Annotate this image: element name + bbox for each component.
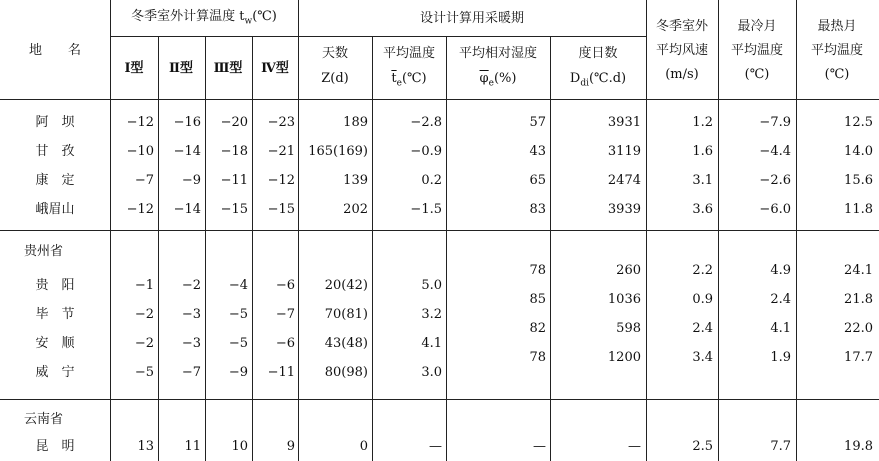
- cell-t2: −3: [181, 307, 201, 322]
- cell-coldest: −7.9: [759, 115, 791, 130]
- cell-t1: −12: [126, 115, 154, 130]
- header-type-1: Ⅰ型: [124, 61, 144, 76]
- cell-t1: −12: [126, 202, 154, 217]
- row-name: 昆 明: [35, 439, 75, 454]
- cell-coldest: 4.9: [770, 263, 791, 278]
- header-days-l2: Z(d): [321, 71, 349, 86]
- cell-rh: 85: [529, 292, 546, 307]
- cell-rh: 83: [529, 202, 546, 217]
- header-avg-temp-l1: 平均温度: [382, 46, 436, 61]
- cell-coldest: −2.6: [759, 173, 791, 188]
- cell-wind: 1.6: [692, 144, 713, 159]
- col-rule-11: [796, 0, 797, 461]
- cell-days: 165(169): [308, 144, 368, 159]
- cell-degree-days: 3931: [607, 115, 641, 130]
- cell-avg-temp: 5.0: [421, 278, 442, 293]
- cell-degree-days: 2474: [607, 173, 641, 188]
- cell-coldest: 2.4: [770, 292, 791, 307]
- col-rule-7: [446, 36, 447, 461]
- cell-avg-temp: −1.5: [410, 202, 442, 217]
- row-name: 安 顺: [35, 336, 75, 351]
- cell-t4: −15: [267, 202, 295, 217]
- cell-wind: 2.4: [692, 321, 713, 336]
- cell-avg-temp: 4.1: [421, 336, 442, 351]
- header-type-2: Ⅱ型: [169, 61, 193, 76]
- cell-days: 189: [343, 115, 368, 130]
- cell-days: 139: [343, 173, 368, 188]
- cell-hottest: 22.0: [844, 321, 873, 336]
- cell-t2: −14: [173, 202, 201, 217]
- col-rule-4: [252, 36, 253, 461]
- cell-t4: −23: [267, 115, 295, 130]
- header-avg-temp-l2: $\overline{t}_e(℃)$: [391, 71, 427, 89]
- cell-days: 0: [359, 439, 368, 454]
- cell-avg-temp: −2.8: [410, 115, 442, 130]
- cell-coldest: −4.4: [759, 144, 791, 159]
- cell-t2: −7: [181, 365, 201, 380]
- row-name: 阿 坝: [35, 115, 75, 130]
- cell-t2: −14: [173, 144, 201, 159]
- cell-t2: −9: [181, 173, 201, 188]
- cell-t1: −10: [126, 144, 154, 159]
- cell-coldest: −6.0: [759, 202, 791, 217]
- row-name: 康 定: [35, 173, 75, 188]
- header-place: 地 名: [28, 43, 82, 58]
- col-rule-3: [205, 36, 206, 461]
- cell-degree-days: 1200: [607, 350, 641, 365]
- header-type-4: Ⅳ型: [261, 61, 289, 76]
- cell-coldest: 7.7: [770, 439, 791, 454]
- cell-hottest: 21.8: [844, 292, 873, 307]
- header-degree-days-l1: 度日数: [578, 46, 618, 61]
- cell-days: 43(48): [324, 336, 368, 351]
- cell-hottest: 11.8: [844, 202, 873, 217]
- cell-t1: −1: [134, 278, 154, 293]
- col-rule-1: [110, 0, 111, 461]
- cell-avg-temp: 3.0: [421, 365, 442, 380]
- header-degree-days-l2: $D_{di}(℃.d)$: [569, 71, 627, 89]
- rule-group2-bottom: [0, 399, 879, 400]
- cell-t1: −2: [134, 307, 154, 322]
- cell-t1: −2: [134, 336, 154, 351]
- cell-rh: 57: [529, 115, 546, 130]
- cell-t4: 9: [286, 439, 295, 454]
- cell-t2: −16: [173, 115, 201, 130]
- cell-degree-days: —: [628, 439, 641, 454]
- cell-t2: −3: [181, 336, 201, 351]
- cell-t3: −4: [228, 278, 248, 293]
- cell-wind: 0.9: [692, 292, 713, 307]
- rule-header-bottom: [0, 99, 879, 100]
- header-coldest-l3: (℃): [744, 67, 770, 82]
- cell-t1: −5: [134, 365, 154, 380]
- row-name: 峨眉山: [35, 202, 75, 217]
- header-days-l1: 天数: [321, 46, 349, 61]
- cell-t3: −20: [220, 115, 248, 130]
- cell-t3: −9: [228, 365, 248, 380]
- cell-degree-days: 3939: [607, 202, 641, 217]
- cell-hottest: 17.7: [844, 350, 873, 365]
- cell-t3: −11: [220, 173, 248, 188]
- col-rule-9: [646, 0, 647, 461]
- row-name: 毕 节: [35, 307, 75, 322]
- cell-days: 70(81): [324, 307, 368, 322]
- cell-rh: 43: [529, 144, 546, 159]
- cell-hottest: 24.1: [844, 263, 873, 278]
- cell-hottest: 15.6: [844, 173, 873, 188]
- cell-rh: 65: [529, 173, 546, 188]
- cell-wind: 3.6: [692, 202, 713, 217]
- cell-t2: −2: [181, 278, 201, 293]
- cell-t4: −6: [275, 336, 295, 351]
- cell-hottest: 14.0: [844, 144, 873, 159]
- cell-days: 80(98): [324, 365, 368, 380]
- cell-degree-days: 3119: [607, 144, 641, 159]
- header-hottest-l3: (℃): [824, 67, 850, 82]
- cell-avg-temp: −0.9: [410, 144, 442, 159]
- cell-avg-temp: —: [429, 439, 442, 454]
- cell-rh: 82: [529, 321, 546, 336]
- cell-t2: 11: [184, 439, 201, 454]
- rule-header-mid-right: [298, 36, 646, 37]
- col-rule-5: [298, 0, 299, 461]
- cell-t1: 13: [137, 439, 154, 454]
- cell-degree-days: 1036: [607, 292, 641, 307]
- header-winter-calc-temp: 冬季室外计算温度 $t_w(℃)$: [131, 9, 277, 27]
- cell-wind: 3.4: [692, 350, 713, 365]
- cell-days: 20(42): [324, 278, 368, 293]
- cell-t4: −6: [275, 278, 295, 293]
- header-hottest-l2: 平均温度: [810, 43, 864, 58]
- cell-t4: −7: [275, 307, 295, 322]
- cell-wind: 3.1: [692, 173, 713, 188]
- cell-rh: 78: [529, 350, 546, 365]
- row-name: 贵 阳: [35, 278, 75, 293]
- cell-avg-temp: 0.2: [421, 173, 442, 188]
- cell-t3: −5: [228, 307, 248, 322]
- col-rule-2: [158, 36, 159, 461]
- cell-t3: −18: [220, 144, 248, 159]
- province-label: 云南省: [24, 412, 64, 427]
- cell-t4: −11: [267, 365, 295, 380]
- cell-rh: 78: [529, 263, 546, 278]
- rule-header-mid-left: [110, 36, 298, 37]
- header-wind-l3: (m/s): [665, 67, 699, 82]
- header-wind-l1: 冬季室外: [655, 19, 709, 34]
- cell-t3: −5: [228, 336, 248, 351]
- header-wind-l2: 平均风速: [655, 43, 709, 58]
- cell-degree-days: 598: [616, 321, 641, 336]
- header-avg-rh-l1: 平均相对湿度: [458, 46, 538, 61]
- header-type-3: Ⅲ型: [213, 61, 243, 76]
- col-rule-10: [718, 0, 719, 461]
- header-hottest-l1: 最热月: [817, 19, 857, 34]
- cell-t3: −15: [220, 202, 248, 217]
- cell-wind: 2.5: [692, 439, 713, 454]
- cell-coldest: 4.1: [770, 321, 791, 336]
- cell-t4: −12: [267, 173, 295, 188]
- row-name: 威 宁: [35, 365, 75, 380]
- cell-hottest: 19.8: [844, 439, 873, 454]
- header-heating-period: 设计计算用采暖期: [419, 11, 525, 26]
- cell-wind: 2.2: [692, 263, 713, 278]
- cell-days: 202: [343, 202, 368, 217]
- col-rule-6: [372, 36, 373, 461]
- header-avg-rh-l2: $\overline{\varphi}_e(\%)$: [479, 71, 517, 89]
- header-coldest-l1: 最冷月: [737, 19, 777, 34]
- col-rule-8: [550, 36, 551, 461]
- cell-wind: 1.2: [692, 115, 713, 130]
- cell-hottest: 12.5: [844, 115, 873, 130]
- cell-rh: —: [533, 439, 546, 454]
- cell-t4: −21: [267, 144, 295, 159]
- cell-coldest: 1.9: [770, 350, 791, 365]
- rule-group1-bottom: [0, 230, 879, 231]
- row-name: 甘 孜: [35, 144, 75, 159]
- cell-t3: 10: [231, 439, 248, 454]
- cell-t1: −7: [134, 173, 154, 188]
- cell-avg-temp: 3.2: [421, 307, 442, 322]
- cell-degree-days: 260: [616, 263, 641, 278]
- header-coldest-l2: 平均温度: [730, 43, 784, 58]
- province-label: 贵州省: [24, 244, 64, 259]
